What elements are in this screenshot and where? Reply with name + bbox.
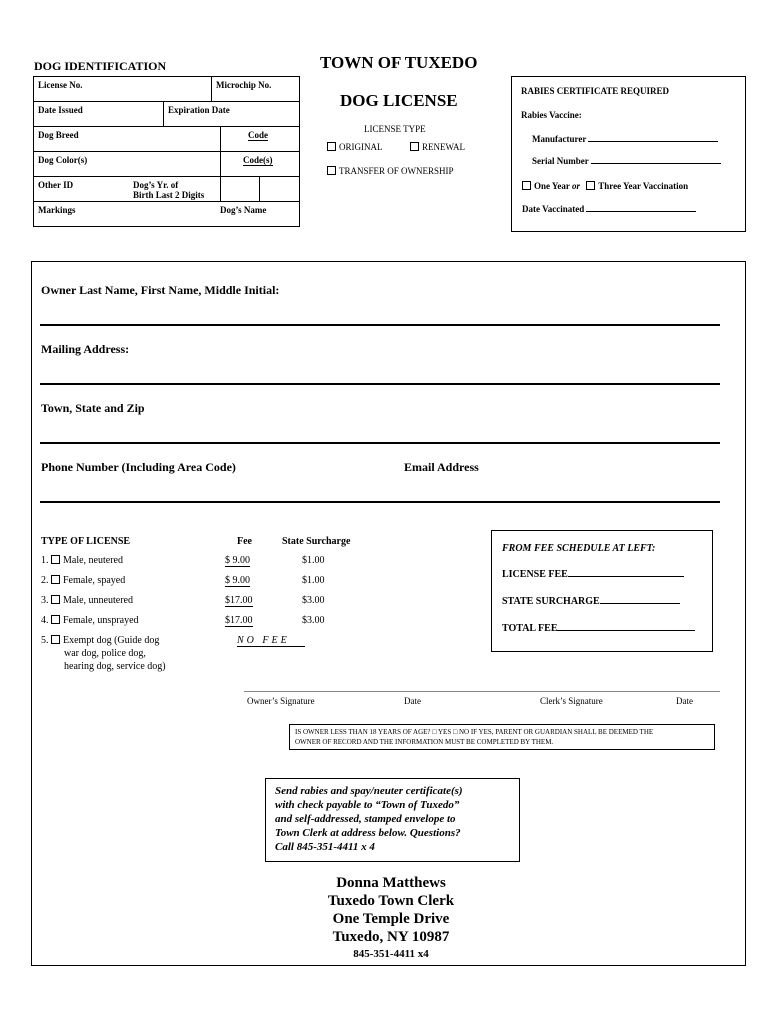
dog-identification-title: DOG IDENTIFICATION [34,59,167,73]
email-label: Email Address [404,460,479,474]
three-year-checkbox[interactable] [586,181,595,190]
exempt-line-3: hearing dog, service dog) [64,661,166,672]
town-title: TOWN OF TUXEDO [320,53,478,72]
state-surcharge-label: STATE SURCHARGE [502,596,600,607]
phone-email-input[interactable] [40,501,720,503]
expiration-date-field[interactable]: Expiration Date [168,105,230,115]
license-row-1[interactable] [41,555,123,566]
row-3-surcharge: $3.00 [302,595,325,606]
instructions-line-4: Town Clerk at address below. Questions? [275,827,461,839]
instructions-box [265,778,520,862]
form-title: DOG LICENSE [340,91,458,110]
owner-signature-label: Owner’s Signature [247,696,315,706]
license-row-3-checkbox[interactable] [51,595,60,604]
row-num: 3. [41,595,49,606]
instructions-line-2: with check payable to “Town of Tuxedo” [275,799,460,811]
row-label: Female, spayed [63,575,126,586]
license-fee-label: LICENSE FEE [502,569,568,580]
dog-colors-field[interactable]: Dog Color(s) [38,155,88,165]
serial-field[interactable] [532,156,721,166]
clerk-city: Tuxedo, NY 10987 [332,929,450,945]
date-vaccinated-field[interactable] [522,204,696,214]
row-2-surcharge: $1.00 [302,575,325,586]
original-label: ORIGINAL [339,142,383,152]
three-year-label: Three Year Vaccination [598,181,689,191]
row-1-fee: $ 9.00 [225,555,250,566]
minor-notice-line-2: OWNER OF RECORD AND THE INFORMATION MUST BE COMPLETED BY THEM. [295,738,554,746]
renewal-checkbox[interactable] [410,142,419,151]
microchip-no-field[interactable]: Microchip No. [216,80,272,90]
renewal-option[interactable] [410,142,465,152]
manufacturer-label: Manufacturer [532,134,587,144]
transfer-option[interactable] [327,166,454,176]
transfer-checkbox[interactable] [327,166,336,175]
row-4-surcharge: $3.00 [302,615,325,626]
no-fee-label: NO FEE [237,635,305,647]
row-num: 2. [41,575,49,586]
instructions-line-5: Call 845-351-4411 x 4 [275,841,375,853]
fee-schedule-title: FROM FEE SCHEDULE AT LEFT: [502,543,656,554]
clerk-name: Donna Matthews [336,875,446,891]
license-row-1-checkbox[interactable] [51,555,60,564]
renewal-label: RENEWAL [422,142,465,152]
row-1-surcharge: $1.00 [302,555,325,566]
other-id-field[interactable]: Other ID [38,180,74,190]
row-label: Exempt dog (Guide dog [63,635,160,646]
row-3-fee: $17.00 [225,595,253,606]
state-surcharge-field[interactable] [502,596,680,607]
surcharge-header: State Surcharge [282,536,351,547]
license-fee-field[interactable] [502,569,684,580]
minor-notice-box [289,724,715,750]
row-4-fee: $17.00 [225,615,253,626]
row-label: Male, unneutered [63,595,133,606]
license-no-field[interactable]: License No. [38,80,83,90]
manufacturer-field[interactable] [532,134,718,144]
town-state-zip-input[interactable] [40,442,720,444]
owner-name-input[interactable] [40,324,720,326]
owner-date-label: Date [404,696,421,706]
signature-line[interactable] [244,691,720,692]
codes-field[interactable]: Code(s) [243,155,273,165]
license-row-4-checkbox[interactable] [51,615,60,624]
original-option[interactable] [327,142,383,152]
one-year-label: One Year [534,181,570,191]
markings-field[interactable]: Markings [38,205,76,215]
fee-schedule-box [491,530,713,652]
row-label: Female, unsprayed [63,615,139,626]
clerk-street: One Temple Drive [332,911,450,927]
vaccination-options [522,181,688,191]
clerk-phone: 845-351-4411 x4 [353,948,429,960]
rabies-box [511,76,746,232]
instructions-line-1: Send rabies and spay/neuter certificate(s) [275,785,463,797]
total-fee-field[interactable] [502,623,695,634]
clerk-address [231,874,551,962]
original-checkbox[interactable] [327,142,336,151]
clerk-signature-label: Clerk’s Signature [540,696,603,706]
one-year-checkbox[interactable] [522,181,531,190]
row-num: 5. [41,635,49,646]
code-field[interactable]: Code [248,130,268,140]
birth-last-label: Birth Last 2 Digits [133,190,205,200]
type-header: TYPE OF LICENSE [41,536,131,547]
dogs-yr-label: Dog’s Yr. of [133,180,179,190]
instructions-line-3: and self-addressed, stamped envelope to [275,813,456,825]
license-row-2[interactable] [41,575,125,586]
license-row-4[interactable] [41,615,139,626]
clerk-office: Tuxedo Town Clerk [327,893,455,909]
clerk-date-label: Date [676,696,693,706]
row-2-fee: $ 9.00 [225,575,250,586]
row-num: 4. [41,615,49,626]
fee-header: Fee [237,536,252,547]
or-label: or [572,181,581,191]
license-row-3[interactable] [41,595,133,606]
mailing-address-label: Mailing Address: [41,342,130,356]
license-row-5[interactable] [41,635,159,646]
rabies-title: RABIES CERTIFICATE REQUIRED [521,86,670,96]
date-vaccinated-label: Date Vaccinated [522,204,585,214]
serial-label: Serial Number [532,156,589,166]
row-num: 1. [41,555,49,566]
mailing-address-input[interactable] [40,383,720,385]
license-row-2-checkbox[interactable] [51,575,60,584]
date-issued-field[interactable]: Date Issued [38,105,83,115]
row-label: Male, neutered [63,555,123,566]
owner-name-label: Owner Last Name, First Name, Middle Initial: [41,283,280,297]
rabies-vaccine-label: Rabies Vaccine: [521,110,582,120]
minor-notice-line-1: IS OWNER LESS THAN 18 YEARS OF AGE? □ YES □ NO IF YES, PARENT OR GUARDIAN SHALL BE DEEMED THE [295,728,654,736]
license-row-5-checkbox[interactable] [51,635,60,644]
dog-breed-field[interactable]: Dog Breed [38,130,79,140]
phone-label: Phone Number (Including Area Code) [41,460,236,474]
town-state-zip-label: Town, State and Zip [41,401,145,415]
dogs-name-field[interactable]: Dog’s Name [220,205,267,215]
license-type-label: LICENSE TYPE [364,124,426,134]
total-fee-label: TOTAL FEE [502,623,558,634]
transfer-label: TRANSFER OF OWNERSHIP [339,166,454,176]
exempt-line-2: war dog, police dog, [64,648,146,659]
